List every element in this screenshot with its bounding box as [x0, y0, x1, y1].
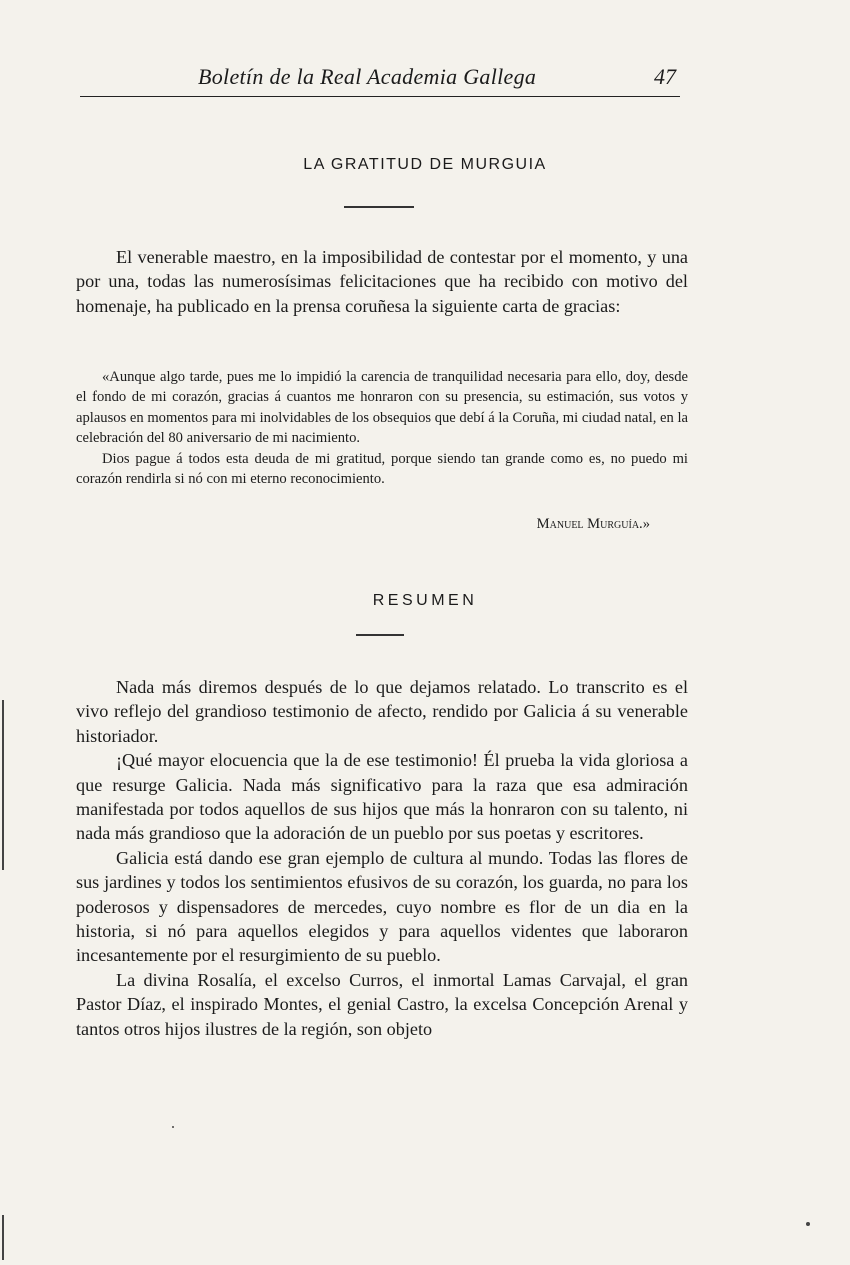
letter-paragraph: Dios pague á todos esta deuda de mi gratitud, porque siendo tan grande como es, no puedo mi corazón rendirla si nó con mi eterno reconocimiento. — [76, 450, 688, 488]
scan-margin-line — [2, 700, 4, 870]
scan-margin-line — [2, 1215, 4, 1260]
body-paragraph: ¡Qué mayor elocuencia que la de ese testimonio! Él prueba la vida gloriosa a que resurge Galicia. Nada más significativo para la raza que esa admiración manifestada por todos aquellos de sus hijos que más la honraron con su talento, ni nada más grandioso que la adoración de un pueblo por sus poetas y escritores. — [76, 750, 688, 844]
article-title-gratitud: LA GRATITUD DE MURGUIA — [303, 156, 547, 173]
scan-speck — [172, 1126, 174, 1128]
running-title: Boletín de la Real Academia Gallega — [198, 64, 537, 89]
scan-speck — [806, 1222, 810, 1226]
body-paragraph: La divina Rosalía, el excelso Curros, el inmortal Lamas Carvajal, el gran Pastor Díaz, el inspirado Montes, el genial Castro, la excelsa Concepción Arenal y tantos otros hijos ilustres de la región, son objeto — [76, 969, 688, 1039]
running-header — [80, 62, 680, 97]
title-divider — [356, 634, 404, 636]
intro-paragraph-block — [76, 245, 688, 318]
intro-paragraph: El venerable maestro, en la imposibilidad de contestar por el momento, y una por una, todas las numerosísimas felicitaciones que ha recibido con motivo del homenaje, ha publicado en la prensa coruñesa la siguiente carta de gracias: — [76, 247, 688, 316]
title-divider — [344, 206, 414, 208]
letter-signature: Manuel Murguía.» — [536, 516, 650, 532]
letter-block — [76, 367, 688, 489]
resumen-body — [76, 675, 688, 1041]
body-paragraph: Galicia está dando ese gran ejemplo de cultura al mundo. Todas las flores de sus jardines y todos los sentimientos efusivos de su corazón, los guarda, no para los poderosos y dispensadores de mercedes, cuyo nombre es flor de un dia en la historia, si nó para aquellos elegidos y para aquellos videntes que laboraron incesantemente por el resurgimiento de su pueblo. — [76, 847, 688, 966]
body-paragraph: Nada más diremos después de lo que dejamos relatado. Lo transcrito es el vivo reflejo del grandioso testimonio de afecto, rendido por Galicia á su venerable historiador. — [76, 677, 688, 746]
letter-paragraph: «Aunque algo tarde, pues me lo impidió la carencia de tranquilidad necesaria para ello, doy, desde el fondo de mi corazón, gracias á cuantos me honraron con su presencia, su estimación, sus votos y aplausos en momentos para mi inolvidables de los obsequios que debí á la Coruña, mi ciudad natal, en la celebración del 80 aniversario de mi nacimiento. — [76, 369, 688, 447]
article-title-resumen: RESUMEN — [372, 592, 478, 609]
page-number: 47 — [654, 64, 676, 89]
